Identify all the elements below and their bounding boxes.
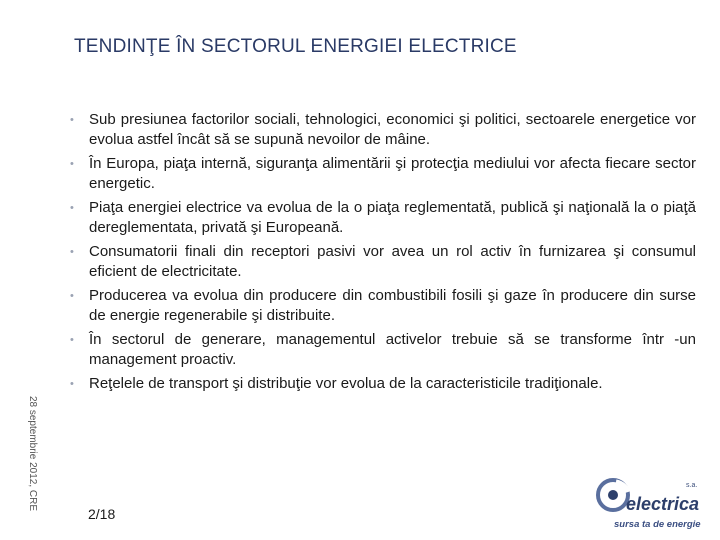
bullet-marker-icon: • — [70, 202, 74, 214]
date-side-label — [22, 388, 44, 518]
bullet-item — [70, 154, 696, 194]
bullet-text: Sub presiunea factorilor sociali, tehnologici, economici şi politici, sectoarele energetice vor evolua astfel încât să se supună nevoilor de mâine. — [89, 111, 696, 148]
bullet-item — [70, 286, 696, 326]
bullet-marker-icon: • — [70, 334, 74, 346]
electrica-e-swoosh-icon — [596, 478, 630, 512]
bullet-marker-icon: • — [70, 158, 74, 170]
bullet-text: Producerea va evolua din producere din combustibili fosili şi gaze în producere din surse de energie regenerabile şi distribuite. — [89, 287, 696, 324]
electrica-logo — [596, 478, 712, 534]
bullet-marker-icon: • — [70, 378, 74, 390]
page-number: 2/18 — [88, 506, 116, 522]
bullet-text: Reţelele de transport şi distribuţie vor evolua de la caracteristicile tradiţionale. — [89, 375, 603, 392]
bullet-text: În sectorul de generare, managementul activelor trebuie să se transforme într -un management proactiv. — [89, 331, 696, 368]
bullet-list — [70, 110, 696, 398]
logo-wordmark: electrica — [626, 494, 700, 514]
bullet-text: Consumatorii finali din receptori pasivi vor avea un rol activ în furnizarea şi consumul eficient de electricitate. — [89, 243, 696, 280]
logo-suffix: s.a. — [686, 482, 698, 489]
bullet-marker-icon: • — [70, 290, 74, 302]
bullet-item — [70, 374, 696, 394]
logo-tagline: sursa ta de energie — [614, 519, 701, 530]
bullet-item — [70, 330, 696, 370]
bullet-marker-icon: • — [70, 114, 74, 126]
bullet-item — [70, 242, 696, 282]
bullet-item — [70, 198, 696, 238]
bullet-text: În Europa, piaţa internă, siguranţa alimentării şi protecţia mediului vor afecta fiecare sector energetic. — [89, 155, 696, 192]
bullet-text: Piaţa energiei electrice va evolua de la o piaţa reglementată, publică şi naţională la o piaţă dereglementata, privată şi Europeană. — [89, 199, 696, 236]
bullet-marker-icon: • — [70, 246, 74, 258]
slide-title: TENDINŢE ÎN SECTORUL ENERGIEI ELECTRICE — [74, 36, 517, 57]
date-side-label-text: 28 septembrie 2012, CRE — [27, 395, 39, 511]
bullet-item — [70, 110, 696, 150]
